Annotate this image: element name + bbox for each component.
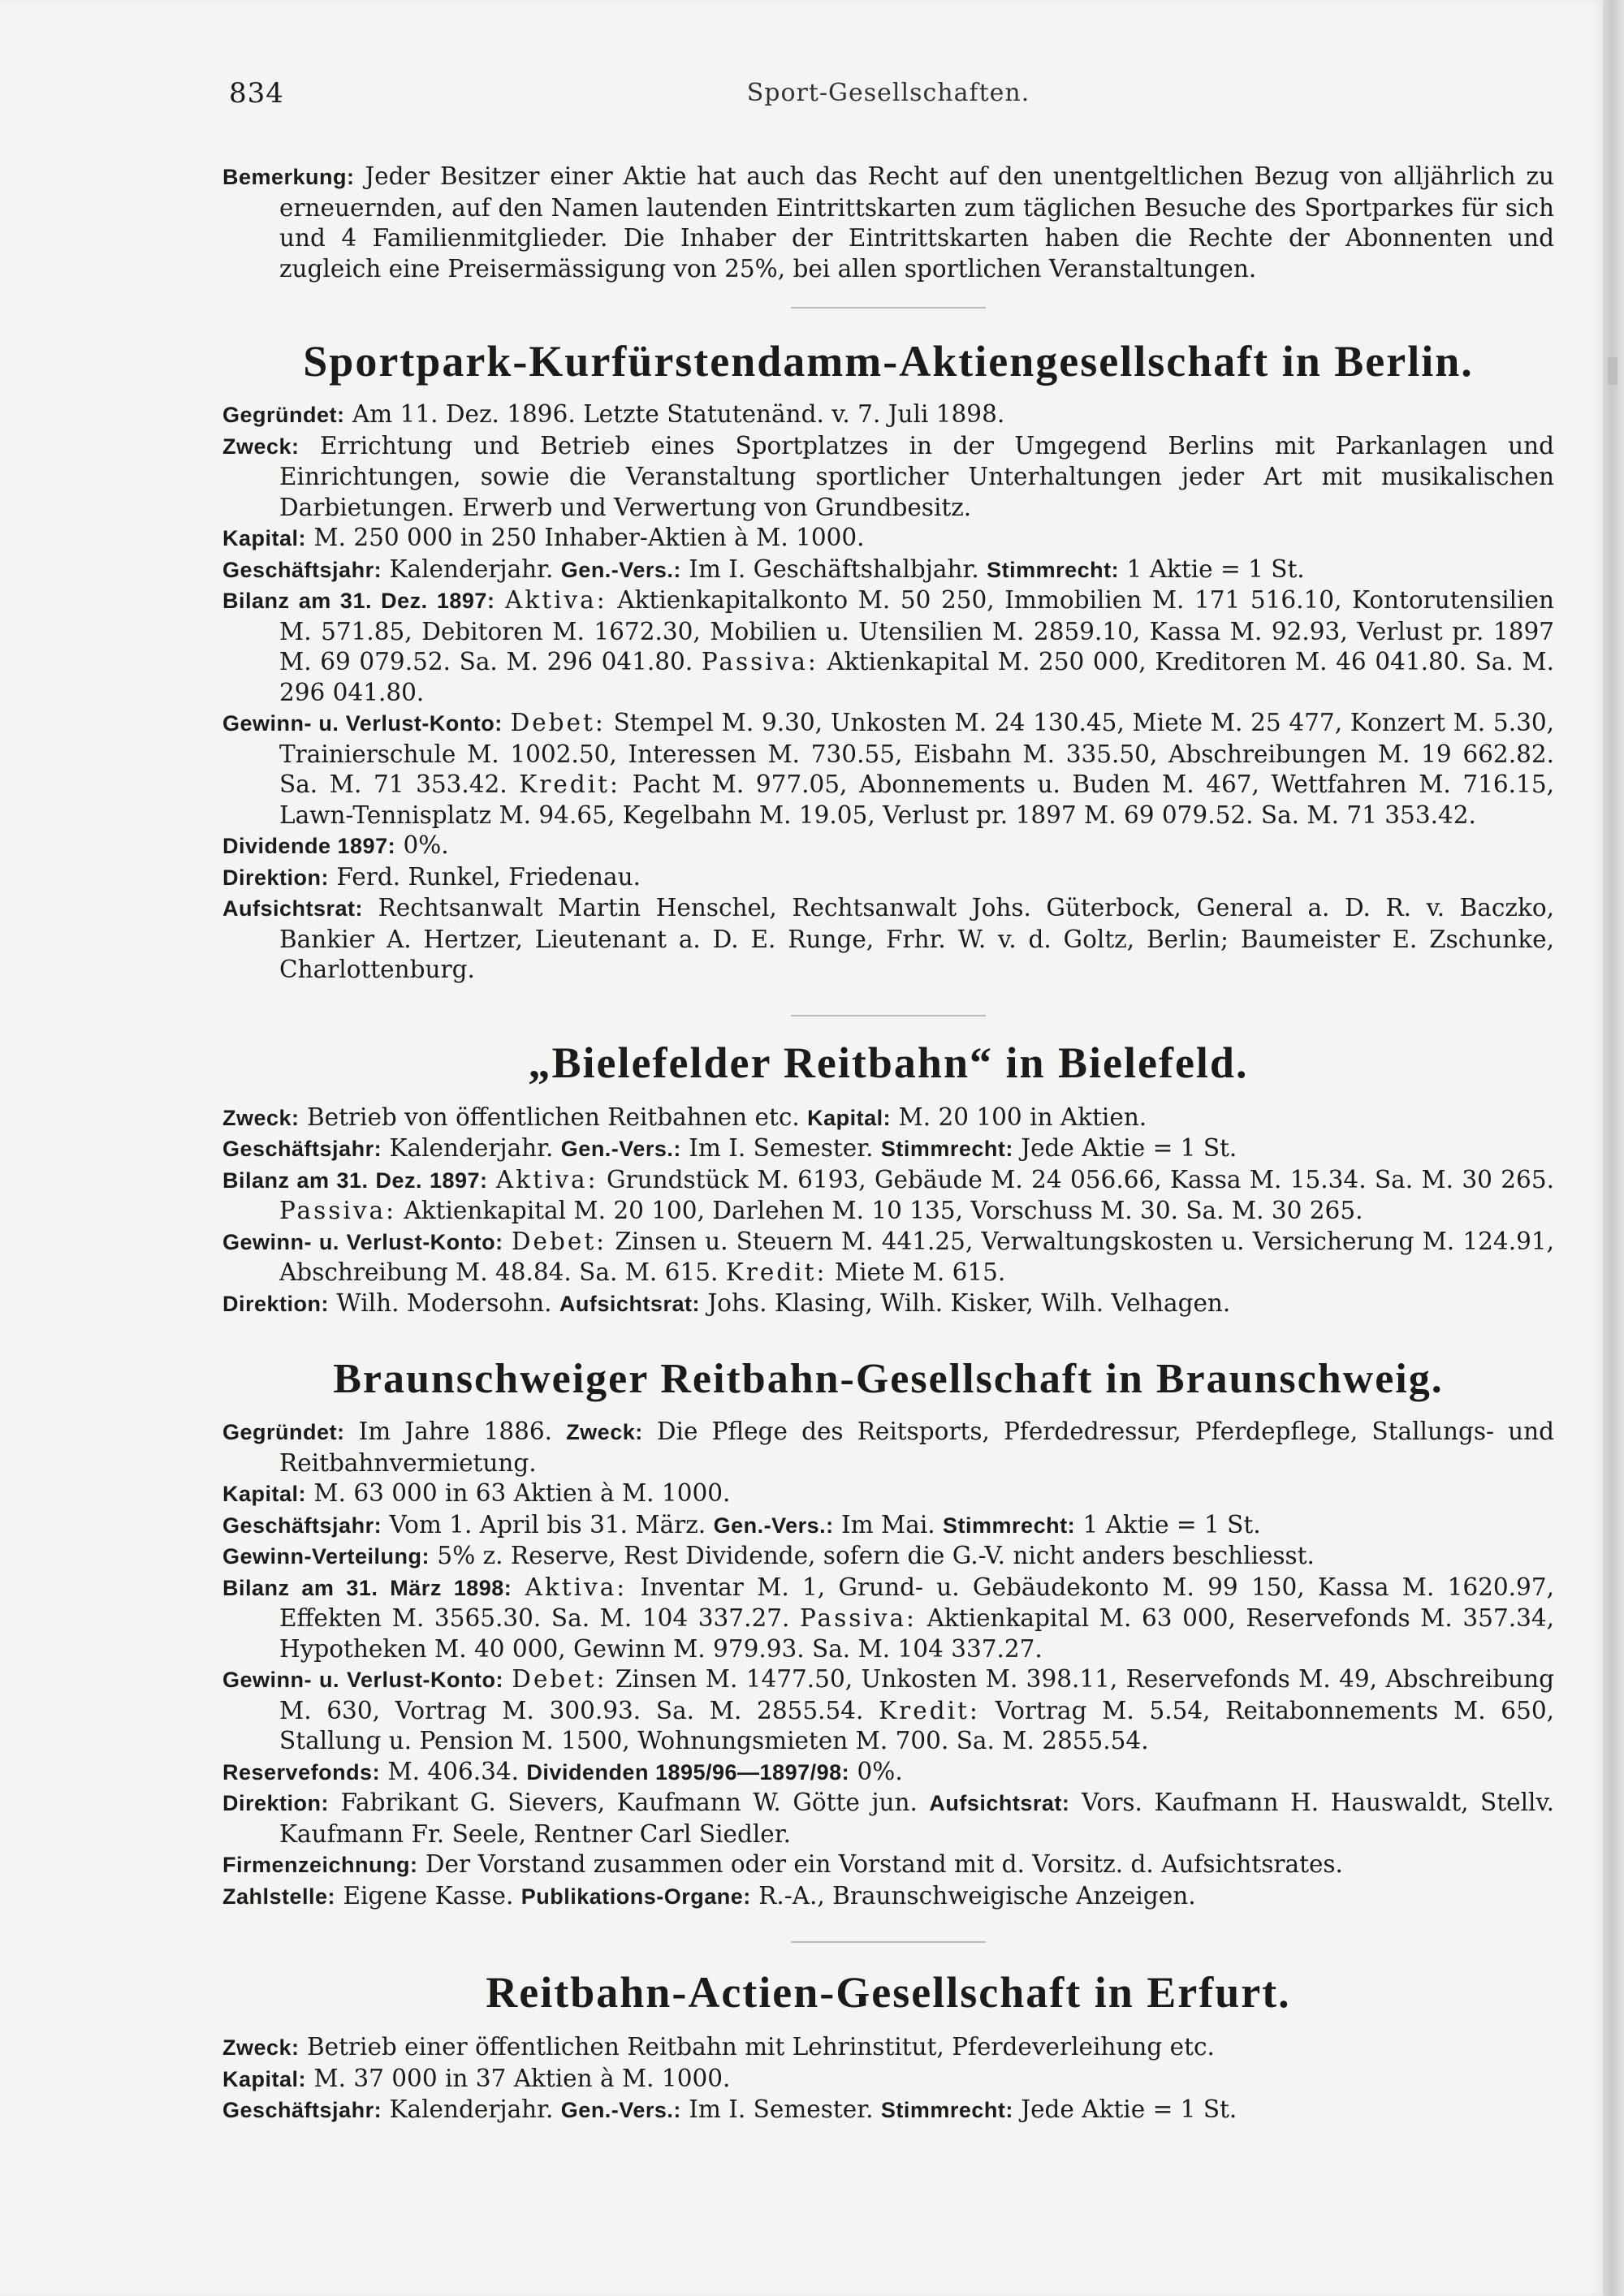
credit-text: Miete M. 615.	[834, 1258, 1006, 1286]
running-head	[222, 77, 1554, 126]
debit-text: Stempel M. 9.30, Unkosten M. 24 130.45, Miete M. 25 477, Konzert M. 5.30, Trainierschule M. 1002.50, Interessen M. 730.55, Eisbahn M. 335.50, Abschreibungen M. 19 662.82. Sa. M. 71 353.42.	[279, 709, 1554, 798]
purpose-label: Zweck:	[222, 1105, 300, 1130]
fiscal-text: Vom 1. April bis 31. März.	[389, 1510, 706, 1539]
board-line	[222, 862, 1554, 894]
fiscal-line	[222, 2095, 1554, 2126]
fiscal-text: Kalenderjahr.	[389, 1134, 554, 1162]
meeting-label: Gen.-Vers.:	[560, 2098, 681, 2122]
debit-label: Debet:	[511, 1227, 607, 1255]
fiscal-label: Geschäftsjahr:	[222, 1137, 382, 1161]
pnl-label: Gewinn- u. Verlust-Konto:	[222, 1668, 503, 1692]
supervisory-label: Aufsichtsrat:	[559, 1291, 700, 1316]
entry-body-braunschweig	[222, 1417, 1554, 1912]
paying-agent-text: Eigene Kasse.	[343, 1881, 514, 1910]
balance-line	[222, 1573, 1554, 1665]
assets-text: Grundstück M. 6193, Gebäude M. 24 056.66, Kassa M. 15.34. Sa. M. 30 265.	[606, 1165, 1554, 1193]
fiscal-line	[222, 1510, 1554, 1542]
debit-text: Zinsen M. 1477.50, Unkosten M. 398.11, Reservefonds M. 49, Abschreibung M. 630, Vortrag M. 300.93. Sa. M. 2855.54.	[279, 1665, 1554, 1724]
founded-label: Gegründet:	[222, 403, 345, 427]
purpose-text: Betrieb einer öffentlichen Reitbahn mit Lehrinstitut, Pferdeverleihung etc.	[306, 2033, 1215, 2061]
dividends-text: 0%.	[857, 1757, 903, 1785]
liabilities-text: Aktienkapital M. 250 000, Kreditoren M. 46 041.80. Sa. M. 296 041.80.	[279, 648, 1554, 706]
page-edge	[1603, 0, 1624, 2296]
supervisory-line	[222, 893, 1554, 986]
capital-label: Kapital:	[222, 526, 307, 550]
capital-text: M. 37 000 in 37 Aktien à M. 1000.	[313, 2064, 731, 2092]
entry-body-sportpark	[222, 399, 1554, 986]
meeting-text: Im I. Semester.	[689, 2095, 874, 2123]
signature-label: Firmenzeichnung:	[222, 1853, 418, 1877]
fiscal-text: Kalenderjahr.	[389, 2095, 554, 2123]
assets-text: Aktienkapitalkonto M. 50 250, Immobilien M. 171 516.10, Kontorutensilien M. 571.85, Debitoren M. 1672.30, Mobilien u. Utensilien M. 2859.10, Kassa M. 92.93, Verlust pr. 1897 M. 69 079.52. Sa. M. 296 041.80.	[279, 586, 1554, 675]
credit-label: Kredit:	[519, 770, 620, 798]
meeting-text: Im Mai.	[841, 1510, 935, 1539]
board-label: Direktion:	[222, 865, 330, 890]
debit-text: Zinsen u. Steuern M. 441.25, Verwaltungskosten u. Versicherung M. 124.91, Abschreibung M. 48.84. Sa. M. 615.	[279, 1227, 1554, 1286]
publications-label: Publikations-Organe:	[520, 1884, 751, 1909]
board-text: Fabrikant G. Sievers, Kaufmann W. Götte jun.	[340, 1789, 918, 1816]
supervisory-label: Aufsichtsrat:	[222, 896, 364, 921]
purpose-line	[222, 1103, 1554, 1134]
meeting-label: Gen.-Vers.:	[560, 1137, 681, 1161]
reserve-line	[222, 1757, 1554, 1789]
dividend-line	[222, 831, 1554, 862]
pnl-label: Gewinn- u. Verlust-Konto:	[222, 711, 503, 736]
liabilities-label: Passiva:	[279, 1197, 397, 1224]
board-label: Direktion:	[222, 1291, 330, 1316]
fiscal-label: Geschäftsjahr:	[222, 557, 382, 582]
assets-label: Aktiva:	[495, 1165, 598, 1193]
voting-label: Stimmrecht:	[880, 1137, 1013, 1161]
meeting-label: Gen.-Vers.:	[560, 557, 681, 582]
meeting-text: Im I. Semester.	[689, 1134, 874, 1162]
supervisory-text: Rechtsanwalt Martin Henschel, Rechtsanwalt Johs. Güterbock, General a. D. R. v. Baczko, Bankier A. Hertzer, Lieutenant a. D. E. Runge, Frhr. W. v. d. Goltz, Berlin; Baumeister E. Zschunke, Charlottenburg.	[279, 894, 1554, 983]
voting-label: Stimmrecht:	[880, 2098, 1013, 2122]
purpose-line	[222, 2032, 1554, 2064]
capital-label: Kapital:	[222, 2066, 307, 2091]
credit-text: Pacht M. 977.05, Abonnements u. Buden M. 467, Wettfahren M. 716.15, Lawn-Tennisplatz M. 94.65, Kegelbahn M. 19.05, Verlust pr. 1897 M. 69 079.52. Sa. M. 71 353.42.	[279, 770, 1554, 829]
section-divider	[791, 1941, 986, 1943]
assets-label: Aktiva:	[525, 1573, 628, 1601]
profit-distribution-label: Gewinn-Verteilung:	[222, 1544, 430, 1569]
balance-label: Bilanz am 31. Dez. 1897:	[222, 1167, 488, 1193]
balance-label: Bilanz am 31. Dez. 1897:	[222, 589, 495, 613]
entry-body-bielefeld	[222, 1103, 1554, 1320]
profit-distribution-text: 5% z. Reserve, Rest Dividende, sofern die G.-V. nicht anders beschliesst.	[437, 1542, 1315, 1569]
page-content	[222, 77, 1554, 2126]
supervisory-label: Aufsichtsrat:	[929, 1791, 1070, 1815]
capital-text: M. 20 100 in Aktien.	[898, 1103, 1147, 1131]
credit-text: Vortrag M. 5.54, Reitabonnements M. 650, Stallung u. Pension M. 1500, Wohnungsmieten M. 700. Sa. M. 2855.54.	[279, 1696, 1554, 1754]
board-text: Wilh. Modersohn.	[336, 1288, 552, 1317]
balance-line	[222, 1165, 1554, 1227]
entry-title-braunschweig: Braunschweiger Reitbahn-Gesellschaft in Braunschweig.	[333, 1356, 1444, 1402]
capital-text: M. 63 000 in 63 Aktien à M. 1000.	[313, 1479, 731, 1507]
credit-label: Kredit:	[725, 1258, 827, 1286]
purpose-text: Errichtung und Betrieb eines Sportplatzes in der Umgegend Berlins mit Parkanlagen und Einrichtungen, sowie die Veranstaltung sportlicher Unterhaltungen jeder Art mit musikalischen Darbietungen. Erwerb und Verwertung von Grundbesitz.	[279, 431, 1554, 521]
profit-distribution-line	[222, 1541, 1554, 1573]
remark-paragraph	[222, 162, 1554, 284]
purpose-text: Die Pflege des Reitsports, Pferdedressur, Pferdepflege, Stallungs- und Reitbahnvermietung.	[279, 1418, 1554, 1477]
liabilities-text: Aktienkapital M. 20 100, Darlehen M. 10 135, Vorschuss M. 30. Sa. M. 30 265.	[404, 1197, 1363, 1224]
section-divider	[791, 1015, 986, 1016]
paying-agent-label: Zahlstelle:	[222, 1884, 336, 1909]
voting-text: 1 Aktie = 1 St.	[1126, 555, 1305, 583]
remark-label: Bemerkung:	[222, 165, 355, 189]
remark-text: Jeder Besitzer einer Aktie hat auch das Recht auf den unentgeltlichen Bezug von alljährlich zu erneuernden, auf den Namen lautenden Eintrittskarten zum täglichen Besuche des Sportparkes für sich und 4 Familienmitglieder. Die Inhaber der Eintrittskarten haben die Rechte der Abonnenten und zugleich eine Preisermässigung von 25%, bei allen sportlichen Veranstaltungen.	[279, 162, 1554, 283]
voting-text: Jede Aktie = 1 St.	[1021, 2095, 1237, 2123]
purpose-text: Betrieb von öffentlichen Reitbahnen etc.	[306, 1103, 800, 1131]
purpose-label: Zweck:	[222, 2035, 300, 2060]
meeting-text: Im I. Geschäftshalbjahr.	[689, 555, 979, 583]
liabilities-text: Aktienkapital M. 63 000, Reservefonds M. 357.34, Hypotheken M. 40 000, Gewinn M. 979.93. Sa. M. 104 337.27.	[279, 1604, 1554, 1663]
entry-title-bielefeld: „Bielefelder Reitbahn“ in Bielefeld.	[528, 1038, 1249, 1087]
section-divider	[791, 307, 986, 309]
credit-label: Kredit:	[879, 1696, 980, 1724]
pnl-label: Gewinn- u. Verlust-Konto:	[222, 1229, 503, 1254]
dividend-text: 0%.	[403, 831, 449, 859]
pnl-line	[222, 1664, 1554, 1757]
board-line	[222, 1288, 1554, 1320]
board-text: Ferd. Runkel, Friedenau.	[336, 862, 641, 891]
supervisory-text: Johs. Klasing, Wilh. Kisker, Wilh. Velhagen.	[707, 1288, 1231, 1317]
capital-line	[222, 1478, 1554, 1510]
publications-text: R.-A., Braunschweigische Anzeigen.	[758, 1881, 1196, 1910]
reserve-label: Reservefonds:	[222, 1759, 381, 1785]
founded-text: Im Jahre 1886.	[358, 1418, 553, 1445]
pnl-line	[222, 1227, 1554, 1288]
voting-text: 1 Aktie = 1 St.	[1082, 1510, 1261, 1539]
paying-agent-line	[222, 1881, 1554, 1913]
meeting-label: Gen.-Vers.:	[713, 1513, 834, 1538]
founded-line	[222, 1417, 1554, 1478]
entry-title-erfurt: Reitbahn-Actien-Gesellschaft in Erfurt.	[486, 1968, 1291, 2017]
purpose-label: Zweck:	[222, 434, 300, 459]
liabilities-label: Passiva:	[799, 1604, 918, 1632]
board-label: Direktion:	[222, 1791, 330, 1815]
voting-text: Jede Aktie = 1 St.	[1021, 1134, 1237, 1162]
founded-line	[222, 399, 1554, 431]
reserve-text: M. 406.34.	[387, 1757, 520, 1785]
purpose-label: Zweck:	[566, 1420, 643, 1444]
running-title: Sport-Gesellschaften.	[746, 79, 1030, 107]
capital-line	[222, 523, 1554, 555]
dividend-label: Dividende 1897:	[222, 834, 396, 858]
assets-text: Inventar M. 1, Grund- u. Gebäudekonto M. 99 150, Kassa M. 1620.97, Effekten M. 3565.30. Sa. M. 104 337.27.	[279, 1573, 1554, 1632]
fiscal-label: Geschäftsjahr:	[222, 1513, 382, 1538]
fiscal-line	[222, 555, 1554, 586]
fiscal-label: Geschäftsjahr:	[222, 2098, 382, 2122]
supervisory-text: Vors. Kaufmann H. Hauswaldt, Stellv. Kaufmann Fr. Seele, Rentner Carl Siedler.	[279, 1789, 1554, 1848]
edge-mark	[1608, 357, 1618, 385]
fiscal-text: Kalenderjahr.	[389, 555, 554, 583]
capital-label: Kapital:	[222, 1482, 307, 1506]
voting-label: Stimmrecht:	[987, 557, 1120, 582]
capital-label: Kapital:	[807, 1105, 892, 1130]
founded-label: Gegründet:	[222, 1420, 345, 1444]
fiscal-line	[222, 1133, 1554, 1165]
board-line	[222, 1788, 1554, 1849]
dividends-label: Dividenden 1895/96—1897/98:	[526, 1759, 850, 1785]
assets-label: Aktiva:	[505, 586, 607, 614]
debit-label: Debet:	[510, 709, 606, 736]
capital-line	[222, 2064, 1554, 2095]
balance-line	[222, 585, 1554, 708]
signature-text: Der Vorstand zusammen oder ein Vorstand mit d. Vorsitz. d. Aufsichtsrates.	[425, 1850, 1343, 1878]
balance-label: Bilanz am 31. März 1898:	[222, 1575, 512, 1600]
liabilities-label: Passiva:	[701, 648, 818, 675]
signature-line	[222, 1849, 1554, 1881]
founded-text: Am 11. Dez. 1896. Letzte Statutenänd. v. 7. Juli 1898.	[352, 400, 1005, 428]
page-number: 834	[229, 77, 284, 110]
voting-label: Stimmrecht:	[943, 1513, 1076, 1538]
entry-title-sportpark: Sportpark-Kurfürstendamm-Aktiengesellschaft in Berlin.	[303, 337, 1474, 386]
debit-label: Debet:	[512, 1665, 607, 1693]
pnl-line	[222, 708, 1554, 831]
purpose-line	[222, 431, 1554, 524]
capital-text: M. 250 000 in 250 Inhaber-Aktien à M. 1000.	[313, 524, 865, 551]
entry-body-erfurt	[222, 2032, 1554, 2126]
